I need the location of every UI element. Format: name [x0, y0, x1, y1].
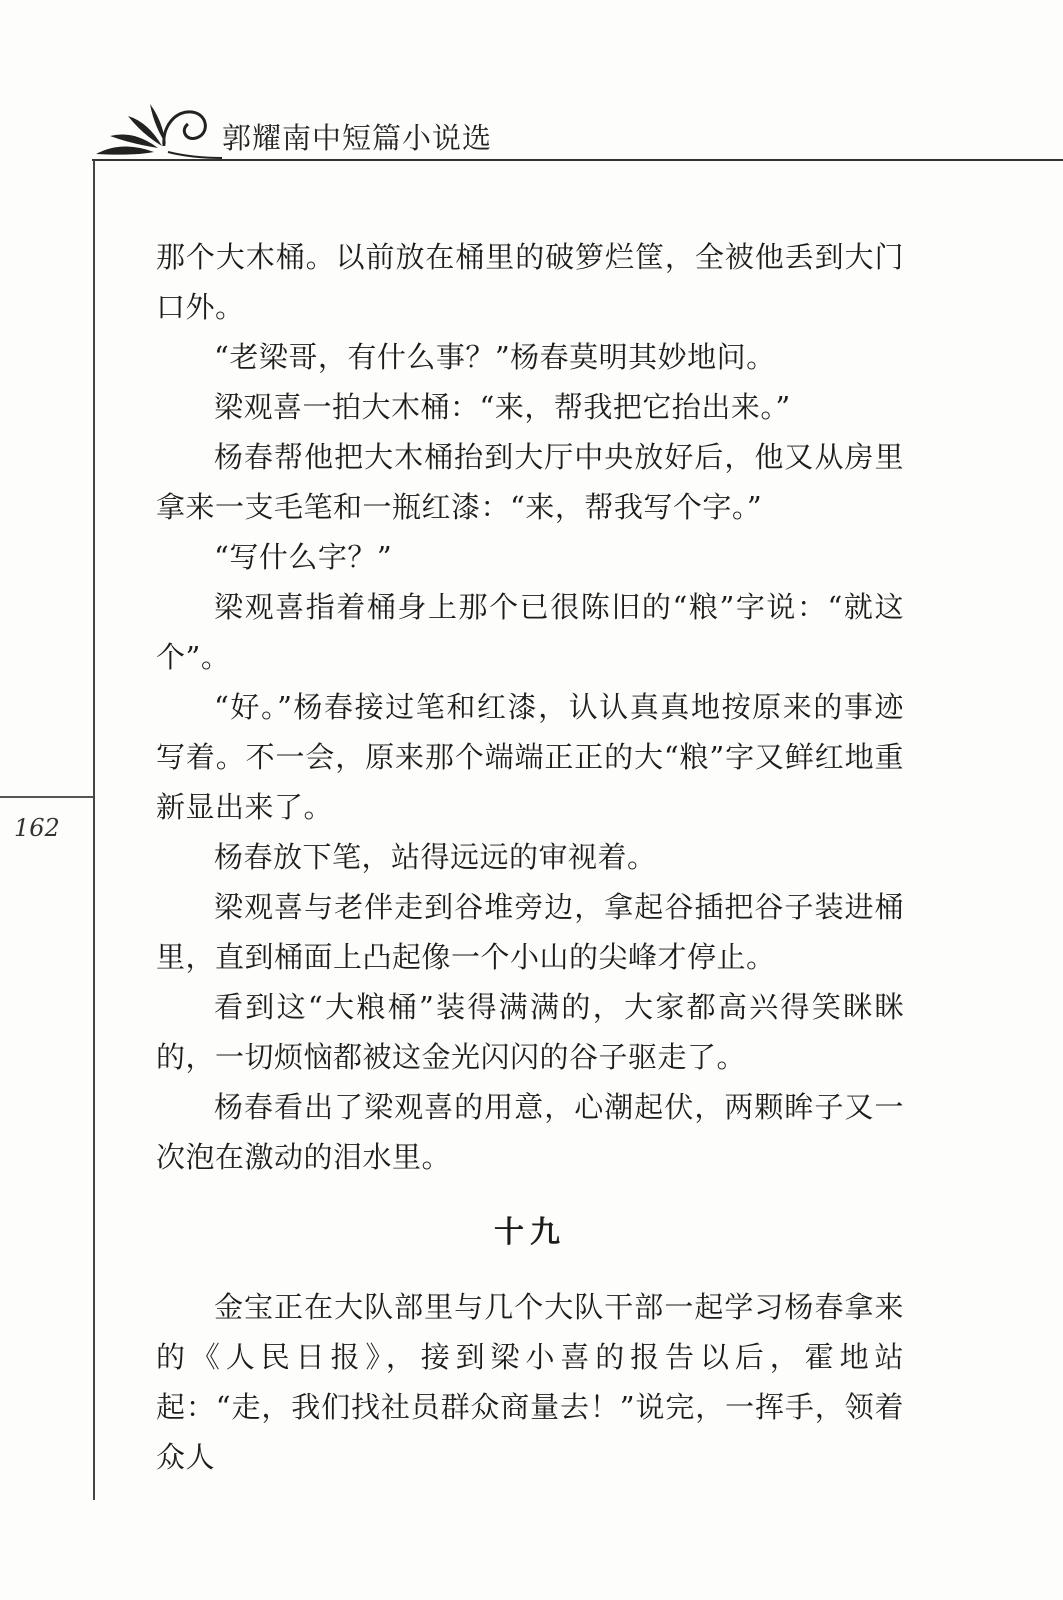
paragraph: 梁观喜指着桶身上那个已很陈旧的“粮”字说：“就这个”。	[156, 590, 904, 674]
paragraph: 杨春放下笔，站得远远的审视着。	[214, 840, 657, 874]
paragraph: 金宝正在大队部里与几个大队干部一起学习杨春拿来的《人民日报》，接到梁小喜的报告以后，霍地站起：“走，我们找社员群众商量去！”说完，一挥手，领着众人	[156, 1290, 904, 1474]
paragraph: “老梁哥，有什么事？”杨春莫明其妙地问。	[214, 340, 776, 374]
paragraph: 梁观喜一拍大木桶：“来，帮我把它抬出来。”	[214, 390, 791, 424]
paragraph: 看到这“大粮桶”装得满满的，大家都高兴得笑眯眯的，一切烦恼都被这金光闪闪的谷子驱走了。	[156, 990, 904, 1074]
paragraphs-after-chapter	[156, 1282, 904, 1482]
paragraph: 那个大木桶。以前放在桶里的破箩烂筐，全被他丢到大门口外。	[156, 240, 904, 324]
floral-ornament-icon	[92, 96, 222, 160]
paragraphs-before-chapter	[156, 232, 904, 1182]
paragraph: “写什么字？”	[214, 540, 393, 574]
paragraph: 梁观喜与老伴走到谷堆旁边，拿起谷插把谷子装进桶里，直到桶面上凸起像一个小山的尖峰才停止。	[156, 890, 904, 974]
paragraph: 杨春帮他把大木桶抬到大厅中央放好后，他又从房里拿来一支毛笔和一瓶红漆：“来，帮我写个字。”	[156, 440, 904, 524]
chapter-heading: 十九	[494, 1215, 566, 1250]
paragraph: “好。”杨春接过笔和红漆，认认真真地按原来的事迹写着。不一会，原来那个端端正正的大“粮”字又鲜红地重新显出来了。	[156, 690, 904, 824]
paragraph: 杨春看出了梁观喜的用意，心潮起伏，两颗眸子又一次泡在激动的泪水里。	[156, 1090, 904, 1174]
header-rule	[92, 159, 1063, 161]
page-number-rule	[0, 796, 93, 798]
body-text	[156, 232, 904, 1482]
page-frame-left-rule	[93, 160, 95, 1500]
page-number: 162	[14, 814, 60, 842]
book-title: 郭耀南中短篇小说选	[222, 121, 493, 155]
